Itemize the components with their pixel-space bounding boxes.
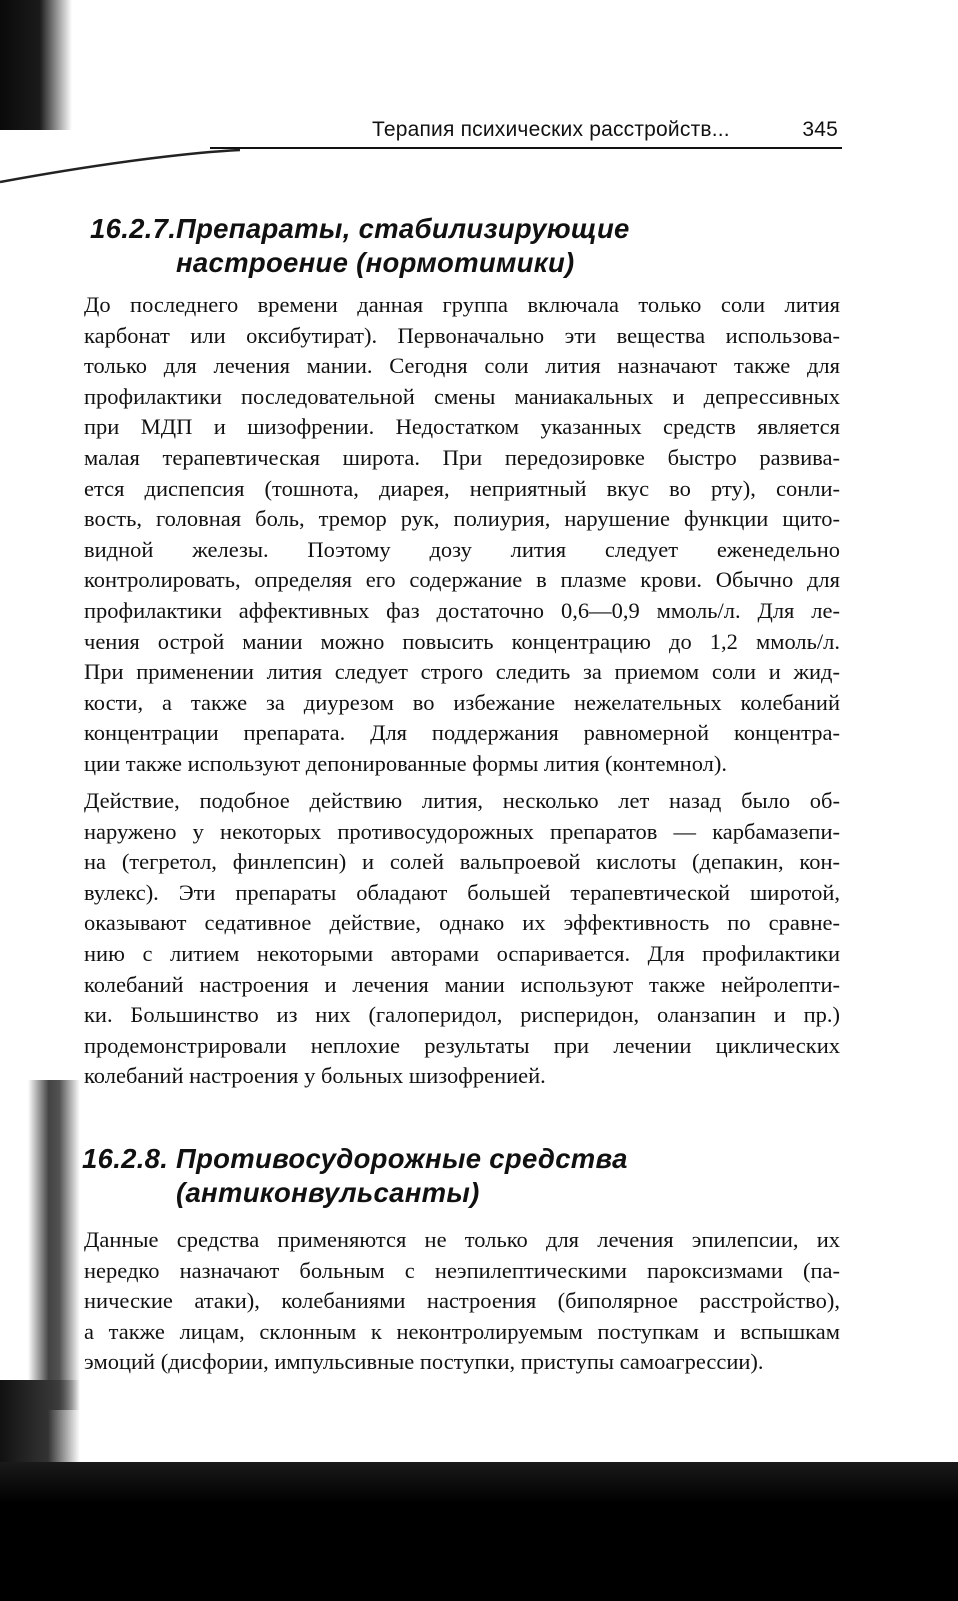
text-line: колебаний настроения у больных шизофренией.	[84, 1063, 546, 1089]
section-number: 16.2.8.	[82, 1143, 169, 1174]
scan-binding-shadow-top	[0, 0, 72, 130]
text-line: нию с литием некоторыми авторами оспаривается. Для профилактики	[84, 940, 840, 966]
running-header-title: Терапия психических расстройств...	[372, 118, 730, 141]
section-heading-16-2-7	[90, 212, 870, 282]
text-line: только для лечения мании. Сегодня соли лития назначают также для	[84, 353, 840, 379]
text-line: При применении лития следует строго следить за приемом соли и жид-	[84, 659, 840, 685]
page-number: 345	[802, 118, 838, 141]
text-line: ции также используют депонированные формы лития (контемнол).	[84, 750, 728, 776]
text-line: концентрации препарата. Для поддержания равномерной концентра-	[84, 720, 840, 746]
text-line: наружено у некоторых противосудорожных препаратов — карбамазепи-	[84, 818, 840, 844]
header-rule	[210, 147, 842, 149]
text-line: ется диспепсия (тошнота, диарея, неприятный вкус во рту), сонли-	[84, 475, 840, 501]
text-line: вулекс). Эти препараты обладают большей терапевтической широтой,	[84, 879, 840, 905]
text-line: видной железы. Поэтому дозу лития следует еженедельно	[84, 536, 840, 562]
section-title-line-1: Препараты, стабилизирующие	[176, 213, 630, 244]
text-line: а также лицам, склонным к неконтролируемым поступкам и вспышкам	[84, 1318, 840, 1344]
text-line: вость, головная боль, тремор рук, полиурия, нарушение функции щито-	[84, 506, 840, 532]
text-line: колебаний настроения и лечения мании используют также нейролепти-	[84, 971, 840, 997]
section-number: 16.2.7.	[90, 213, 177, 244]
text-line: чения острой мании можно повысить концентрацию до 1,2 ммоль/л.	[84, 628, 840, 654]
text-line: нередко назначают больным с неэпилептическими пароксизмами (па-	[84, 1257, 840, 1283]
text-line: продемонстрировали неплохие результаты при лечении циклических	[84, 1032, 840, 1058]
section-title-line-2: настроение (нормотимики)	[176, 247, 575, 278]
section-title-line-1: Противосудорожные средства	[176, 1143, 628, 1174]
paragraph-anticonvulsants-mood	[84, 786, 840, 1092]
text-line: при МДП и шизофрении. Недостатком указанных средств является	[84, 414, 840, 440]
scan-binding-shadow-middle	[28, 1080, 80, 1410]
text-line: контролировать, определяя его содержание в плазме крови. Обычно для	[84, 567, 840, 593]
text-line: Действие, подобное действию лития, несколько лет назад было об-	[84, 788, 840, 813]
text-line: нические атаки), колебаниями настроения (биполярное расстройство),	[84, 1288, 840, 1314]
text-line: карбонат или оксибутират). Первоначально эти вещества использова-	[84, 322, 840, 348]
running-header	[372, 118, 842, 142]
paragraph-antiepileptics	[84, 1225, 840, 1378]
text-line: малая терапевтическая широта. При передозировке быстро развива-	[84, 444, 840, 470]
text-line: профилактики последовательной смены маниакальных и депрессивных	[84, 383, 840, 409]
paragraph-lithium	[84, 290, 840, 780]
text-line: Данные средства применяются не только для лечения эпилепсии, их	[84, 1227, 840, 1252]
section-title-line-2: (антиконвульсанты)	[176, 1177, 480, 1208]
text-line: профилактики аффективных фаз достаточно 0,6—0,9 ммоль/л. Для ле-	[84, 597, 840, 623]
text-line: кости, а также за диурезом во избежание нежелательных колебаний	[84, 689, 840, 715]
text-line: ки. Большинство из них (галоперидол, рисперидон, оланзапин и пр.)	[84, 1002, 840, 1028]
section-heading-16-2-8	[82, 1142, 862, 1212]
scan-bottom-dark-band	[0, 1462, 958, 1601]
text-line: на (тегретол, финлепсин) и солей вальпроевой кислоты (депакин, кон-	[84, 849, 840, 875]
text-line: До последнего времени данная группа включала только соли лития	[84, 292, 840, 317]
text-line: оказывают седативное действие, однако их эффективность по сравне-	[84, 910, 840, 936]
text-line: эмоций (дисфории, импульсивные поступки, приступы самоагрессии).	[84, 1349, 764, 1375]
